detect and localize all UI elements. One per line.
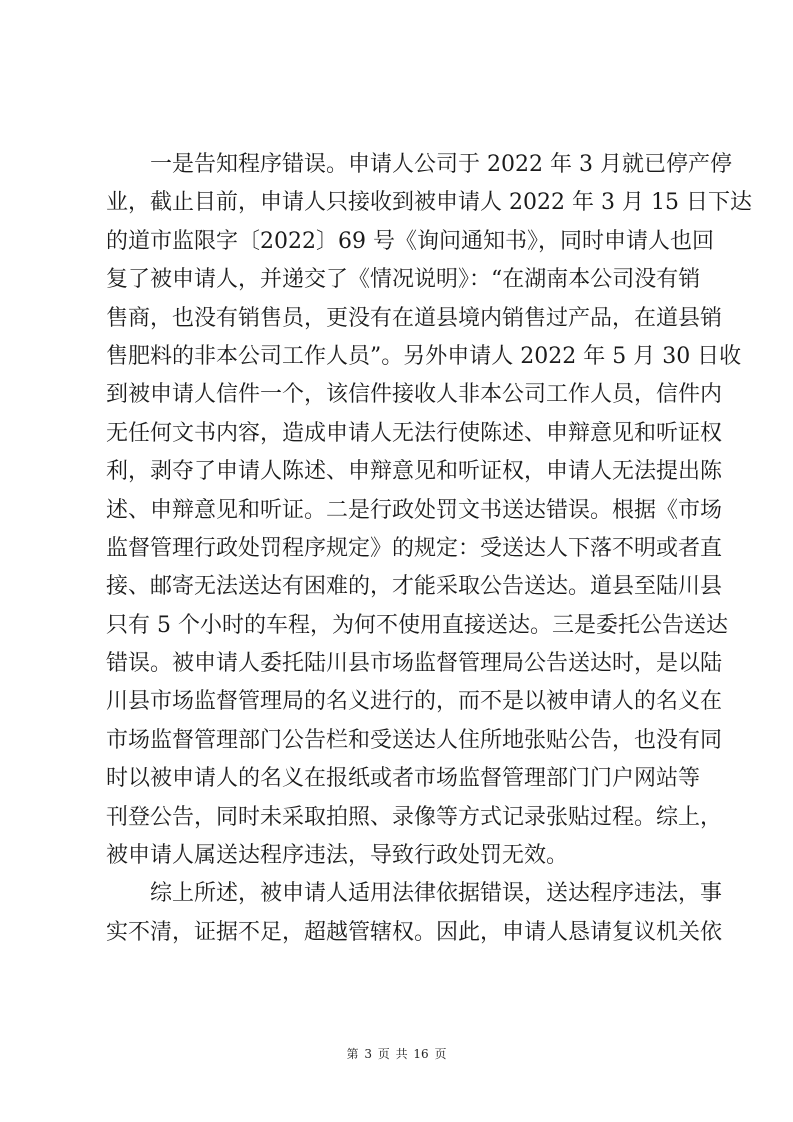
paragraph-2-line-2: 实不清，证据不足，超越管辖权。因此，申请人恳请复议机关依 — [106, 919, 723, 945]
paragraph-1-line-4: 复了被申请人，并递交了《情况说明》：“在湖南本公司没有销 — [106, 267, 701, 293]
paragraph-1-line-16: 市场监督管理部门公告栏和受送达人住所地张贴公告，也没有同 — [106, 727, 723, 753]
paragraph-1-line-6: 售肥料的非本公司工作人员”。另外申请人 2022 年 5 月 30 日收 — [106, 343, 742, 369]
paragraph-1-line-18: 刊登公告，同时未采取拍照、录像等方式记录张贴过程。综上， — [106, 804, 723, 830]
paragraph-1-line-2: 业，截止目前，申请人只接收到被申请人 2022 年 3 月 15 日下达 — [106, 190, 752, 216]
paragraph-1-line-3: 的道市监限字〔2022〕69 号《询问通知书》，同时申请人也回 — [106, 228, 714, 254]
paragraph-1-line-17: 时以被申请人的名义在报纸或者市场监督管理部门门户网站等 — [106, 766, 701, 792]
page-number-footer: 第 3 页 共 16 页 — [346, 1047, 447, 1061]
paragraph-1-line-9: 利，剥夺了申请人陈述、申辩意见和听证权，申请人无法提出陈 — [106, 459, 723, 485]
paragraph-1-line-12: 接、邮寄无法送达有困难的，才能采取公告送达。道县至陆川县 — [106, 574, 723, 600]
document-body — [106, 146, 752, 952]
paragraph-1-line-14: 错误。被申请人委托陆川县市场监督管理局公告送达时，是以陆 — [106, 651, 723, 677]
paragraph-1-line-7: 到被申请人信件一个，该信件接收人非本公司工作人员，信件内 — [106, 382, 723, 408]
paragraph-1-line-1: 一是告知程序错误。申请人公司于 2022 年 3 月就已停产停 — [150, 152, 732, 177]
paragraph-1-line-5: 售商，也没有销售员，更没有在道县境内销售过产品，在道县销 — [106, 305, 723, 331]
paragraph-1-line-15: 川县市场监督管理局的名义进行的，而不是以被申请人的名义在 — [106, 689, 723, 715]
paragraph-1-line-13: 只有 5 个小时的车程，为何不使用直接送达。三是委托公告送达 — [106, 612, 728, 638]
paragraph-2-line-1: 综上所述，被申请人适用法律依据错误，送达程序违法，事 — [150, 881, 723, 907]
paragraph-1-line-8: 无任何文书内容，造成申请人无法行使陈述、申辩意见和听证权 — [106, 420, 723, 446]
paragraph-1-line-11: 监督管理行政处罚程序规定》的规定：受送达人下落不明或者直 — [106, 535, 723, 561]
paragraph-1-line-19: 被申请人属送达程序违法，导致行政处罚无效。 — [106, 843, 569, 869]
paragraph-1-line-10: 述、申辩意见和听证。二是行政处罚文书送达错误。根据《市场 — [106, 497, 723, 523]
